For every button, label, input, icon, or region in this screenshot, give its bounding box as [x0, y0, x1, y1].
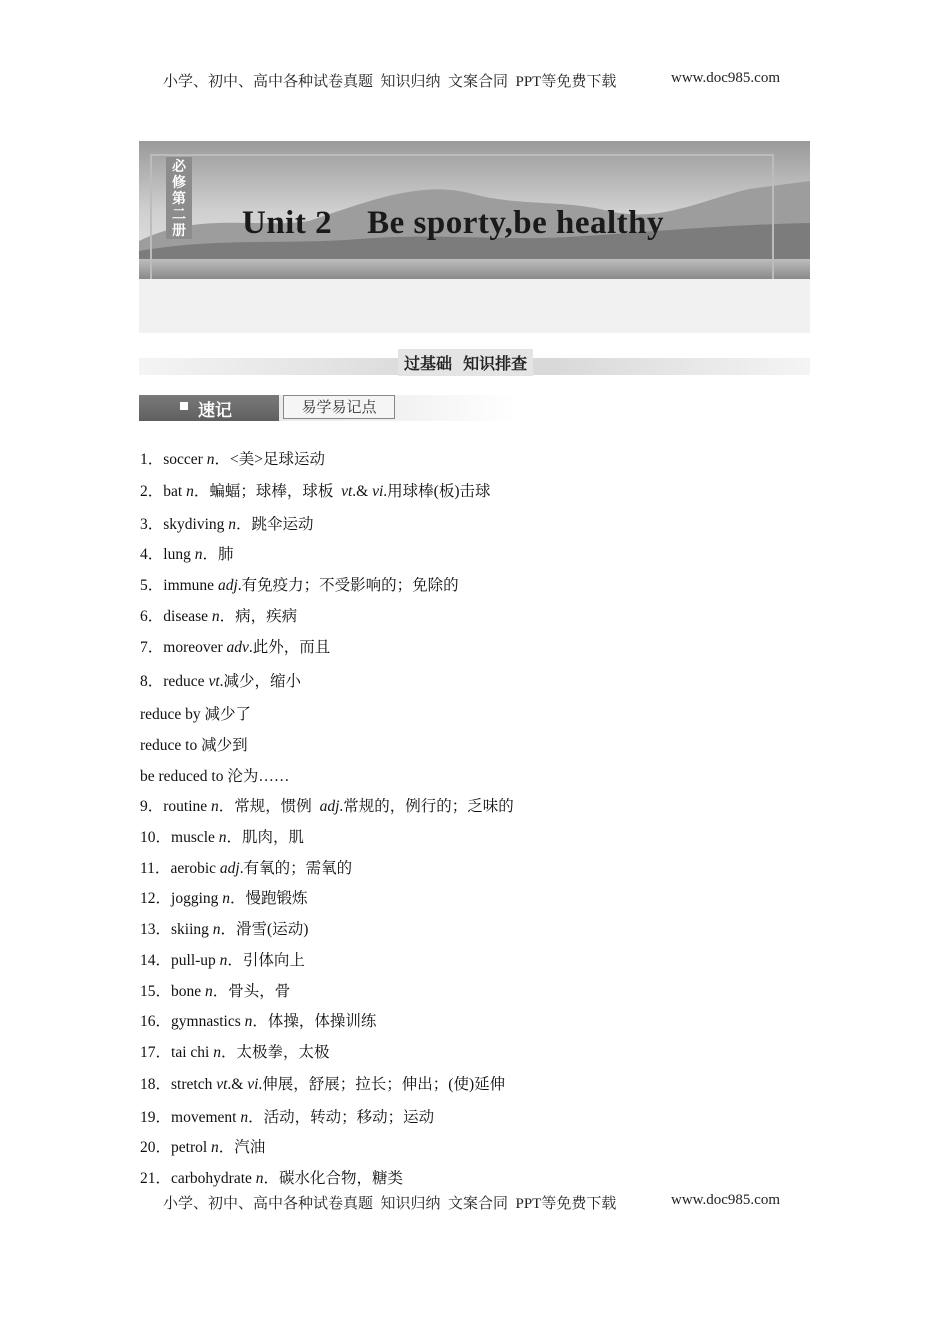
vocab-entry: 13．skiing n．滑雪(运动)	[140, 921, 309, 938]
section-title: 过基础 知识排查	[398, 349, 533, 376]
vocab-phrase: be reduced to 沦为……	[140, 768, 290, 785]
vocab-entry: 15．bone n．骨头，骨	[140, 983, 291, 1000]
footer-ad-text: 小学、初中、高中各种试卷真题 知识归纳 文案合同 PPT等免费下载	[163, 1196, 617, 1212]
vocab-entry: 3．skydiving n．跳伞运动	[140, 516, 314, 533]
page-header	[163, 70, 803, 91]
vocab-entry: 6．disease n．病，疾病	[140, 608, 298, 625]
vocab-entry: 5．immune adj.有免疫力；不受影响的；免除的	[140, 577, 459, 594]
vocab-entry: 9．routine n．常规，惯例 adj.常规的，例行的；乏味的	[140, 798, 514, 815]
vocab-entry: 4．lung n．肺	[140, 546, 234, 563]
vocab-entry: 16．gymnastics n．体操，体操训练	[140, 1013, 377, 1030]
vocab-phrase: reduce by 减少了	[140, 706, 252, 723]
vocab-entry: 18．stretch vt.& vi.伸展，舒展；拉长；伸出；(使)延伸	[140, 1076, 506, 1093]
subsection-tab: 易学易记点	[283, 395, 395, 419]
vocab-entry: 7．moreover adv.此外，而且	[140, 639, 331, 656]
header-site-link[interactable]: www.doc985.com	[671, 70, 781, 86]
vocab-entry: 14．pull-up n．引体向上	[140, 952, 305, 969]
vocab-entry: 8．reduce vt.减少，缩小	[140, 673, 302, 690]
vocab-entry: 20．petrol n．汽油	[140, 1139, 266, 1156]
vocab-entry: 19．movement n．活动，转动；移动；运动	[140, 1109, 435, 1126]
volume-tag: 必修第二册	[166, 157, 192, 239]
unit-banner	[139, 141, 810, 333]
vocab-entry: 21．carbohydrate n．碳水化合物，糖类	[140, 1170, 404, 1187]
unit-title: Unit 2 Be sporty,be healthy	[242, 205, 665, 241]
vocab-entry: 11．aerobic adj.有氧的；需氧的	[140, 860, 353, 877]
footer-site-link[interactable]: www.doc985.com	[671, 1192, 781, 1208]
vocab-phrase: reduce to 减少到	[140, 737, 248, 754]
vocab-entry: 1．soccer n．<美>足球运动	[140, 451, 325, 468]
header-ad-text: 小学、初中、高中各种试卷真题 知识归纳 文案合同 PPT等免费下载	[163, 74, 617, 90]
vocab-entry: 2．bat n．蝙蝠；球棒，球板 vt.& vi.用球棒(板)击球	[140, 483, 491, 500]
vocab-entry: 12．jogging n．慢跑锻炼	[140, 890, 308, 907]
subsection-label: 速记	[198, 401, 232, 421]
square-bullet-icon	[180, 402, 188, 410]
vocab-entry: 17．tai chi n．太极拳，太极	[140, 1044, 330, 1061]
page-footer	[163, 1192, 803, 1213]
vocab-entry: 10．muscle n．肌肉，肌	[140, 829, 305, 846]
